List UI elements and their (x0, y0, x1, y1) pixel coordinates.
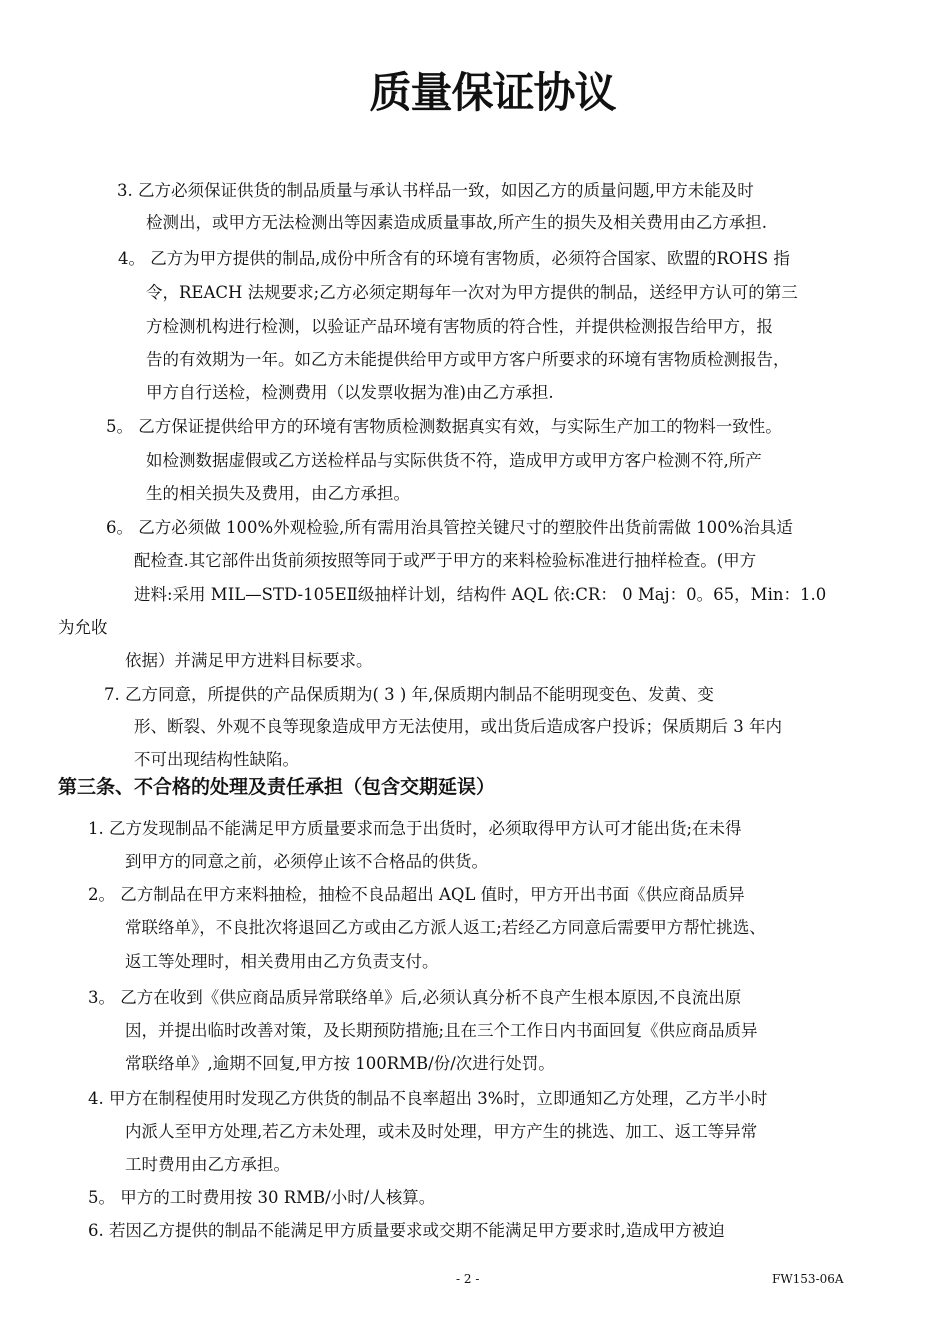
s3-clause-5-line-1: 5。 甲方的工时费用按 30 RMB/小时/人核算。 (88, 1188, 436, 1207)
clause-5-line-2: 如检测数据虚假或乙方送检样品与实际供货不符，造成甲方或甲方客户检测不符,所产 (146, 451, 762, 470)
s3-clause-2-line-2: 常联络单》，不良批次将退回乙方或由乙方派人返工;若经乙方同意后需要甲方帮忙挑选、 (125, 918, 766, 937)
s3-clause-1-line-1: 1. 乙方发现制品不能满足甲方质量要求而急于出货时，必须取得甲方认可才能出货;在未得 (88, 819, 742, 838)
clause-4-line-3: 方检测机构进行检测，以验证产品环境有害物质的符合性，并提供检测报告给甲方，报 (146, 317, 773, 336)
clause-6-line-2: 配检查.其它部件出货前须按照等同于或严于甲方的来料检验标准进行抽样检查。(甲方 (134, 551, 757, 570)
s3-clause-3-line-2: 因，并提出临时改善对策，及长期预防措施;且在三个工作日内书面回复《供应商品质异 (125, 1021, 758, 1040)
clause-5-line-1: 5。 乙方保证提供给甲方的环境有害物质检测数据真实有效，与实际生产加工的物料一致性。 (106, 417, 782, 436)
clause-6-line-1: 6。 乙方必须做 100%外观检验,所有需用治具管控关键尺寸的塑胶件出货前需做 100%治具适 (106, 518, 793, 537)
clause-7-line-3: 不可出现结构性缺陷。 (134, 750, 299, 769)
clause-4-line-5: 甲方自行送检，检测费用（以发票收据为准)由乙方承担. (146, 383, 554, 402)
s3-clause-4-line-2: 内派人至甲方处理,若乙方未处理，或未及时处理，甲方产生的挑选、加工、返工等异常 (125, 1122, 758, 1141)
clause-4-line-1: 4。 乙方为甲方提供的制品,成份中所含有的环境有害物质，必须符合国家、欧盟的ROHS 指 (118, 249, 790, 268)
clause-3-line-2: 检测出，或甲方无法检测出等因素造成质量事故,所产生的损失及相关费用由乙方承担. (146, 213, 767, 232)
clause-5-line-3: 生的相关损失及费用，由乙方承担。 (146, 484, 410, 503)
clause-6-line-3: 进料:采用 MIL—STD-105EⅡ级抽样计划，结构件 AQL 依:CR： 0 Maj：0。65，Min：1.0 (134, 585, 827, 604)
clause-4-line-2: 令，REACH 法规要求;乙方必须定期每年一次对为甲方提供的制品，送经甲方认可的第三 (146, 283, 798, 302)
document-code: FW153-06A (772, 1272, 844, 1286)
s3-clause-4-line-1: 4. 甲方在制程使用时发现乙方供货的制品不良率超出 3%时，立即通知乙方处理，乙方半小时 (88, 1089, 768, 1108)
clause-6-line-5: 依据）并满足甲方进料目标要求。 (125, 651, 373, 670)
s3-clause-4-line-3: 工时费用由乙方承担。 (125, 1155, 290, 1174)
section3-heading: 第三条、不合格的处理及责任承担（包含交期延误） (58, 776, 496, 798)
clause-4-line-4: 告的有效期为一年。如乙方未能提供给甲方或甲方客户所要求的环境有害物质检测报告， (146, 350, 790, 369)
clause-7-line-1: 7. 乙方同意，所提供的产品保质期为( 3 ) 年,保质期内制品不能明现变色、发黄、变 (104, 685, 714, 704)
document-title: 质量保证协议 (369, 68, 616, 117)
clause-3-line-1: 3. 乙方必须保证供货的制品质量与承认书样品一致，如因乙方的质量问题,甲方未能及时 (117, 181, 754, 200)
clause-6-line-4: 为允收 (58, 618, 108, 637)
s3-clause-3-line-1: 3。 乙方在收到《供应商品质异常联络单》后,必须认真分析不良产生根本原因,不良流出原 (88, 988, 742, 1007)
s3-clause-3-line-3: 常联络单》,逾期不回复,甲方按 100RMB/份/次进行处罚。 (125, 1054, 555, 1073)
clause-7-line-2: 形、断裂、外观不良等现象造成甲方无法使用，或出货后造成客户投诉；保质期后 3 年内 (134, 717, 782, 736)
s3-clause-6-line-1: 6. 若因乙方提供的制品不能满足甲方质量要求或交期不能满足甲方要求时,造成甲方被迫 (88, 1221, 725, 1240)
s3-clause-2-line-3: 返工等处理时，相关费用由乙方负责支付。 (125, 952, 439, 971)
s3-clause-1-line-2: 到甲方的同意之前，必须停止该不合格品的供货。 (125, 852, 488, 871)
s3-clause-2-line-1: 2。 乙方制品在甲方来料抽检，抽检不良品超出 AQL 值时，甲方开出书面《供应商品质异 (88, 885, 745, 904)
page-number: - 2 - (456, 1272, 480, 1286)
